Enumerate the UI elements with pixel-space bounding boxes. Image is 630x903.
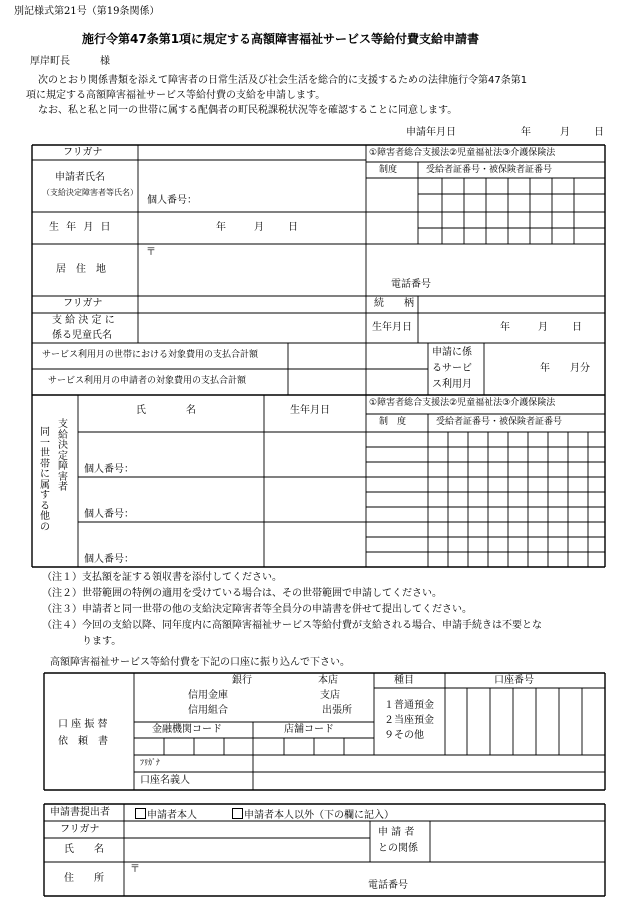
account-holder-kana: ﾌﾘｶﾞﾅ — [140, 758, 160, 767]
account-type-header: 種目 — [394, 675, 414, 686]
household-name-header: 氏 名 — [136, 405, 196, 416]
checkbox-self[interactable] — [135, 808, 146, 819]
relation-label: 続 柄 — [374, 298, 414, 309]
child-birth-year: 年 — [500, 322, 510, 333]
submitter-furigana-label: フリガナ — [60, 824, 100, 835]
applicant-name-label: 申請者氏名 — [55, 172, 105, 183]
note-4-cont: ります。 — [42, 636, 122, 647]
household-seido-label: 制 度 — [379, 417, 407, 427]
submitter-relation-label-2: との関係 — [378, 843, 418, 854]
service-year-month: 年 月分 — [540, 363, 590, 374]
applicant-name-note: （支給決定障害者等氏名） — [42, 188, 138, 197]
household-insurance-types: ①障害者総合支援法②児童福祉法③介護保険法 — [369, 398, 556, 408]
insurance-types: ①障害者総合支援法②児童福祉法③介護保険法 — [369, 148, 556, 158]
transfer-request-label-1: 口 座 振 替 — [58, 719, 108, 730]
child-furigana-label: フリガナ — [63, 298, 103, 309]
transfer-request-label-2: 依 頼 書 — [58, 736, 108, 747]
address-label: 居 住 地 — [56, 264, 106, 275]
intro-text-2: 項に規定する高額障害福祉サービス等給付費の支給を申請します。 — [26, 90, 326, 101]
household-side-label-a: 同 一 世 帯 に 属 す る 他 の — [40, 427, 50, 533]
apply-date-label: 申請年月日 — [406, 127, 456, 138]
child-birth-day: 日 — [572, 322, 582, 333]
submitter-name-label: 氏 名 — [64, 844, 104, 855]
household-personal-no-1: 個人番号： — [84, 464, 134, 475]
household-recipient-label: 受給者証番号・被保険者証番号 — [436, 417, 563, 427]
apply-day: 日 — [594, 127, 604, 138]
branch-main: 本店 — [318, 675, 338, 686]
applicant-furigana-label: フリガナ — [63, 147, 103, 158]
checkbox-other[interactable] — [232, 808, 243, 819]
submitter-option-self[interactable]: 申請者本人 — [135, 808, 197, 821]
household-total-label: サービス利用月の世帯における対象費用の支払合計額 — [42, 350, 259, 360]
birth-year: 年 — [216, 222, 226, 233]
submitter-relation-label-1: 申 請 者 — [378, 827, 415, 838]
branch-code-label: 店舗コード — [284, 724, 334, 735]
household-personal-no-2: 個人番号： — [84, 509, 134, 520]
account-type-other: ９その他 — [384, 730, 424, 741]
birth-date-label: 生 年 月 日 — [49, 222, 113, 233]
household-birth-header: 生年月日 — [290, 405, 330, 416]
personal-number-label: 個人番号： — [147, 195, 197, 206]
service-month-label-3: ス利用月 — [432, 379, 472, 390]
submitter-option-other[interactable]: 申請者本人以外（下の欄に記入） — [232, 808, 394, 821]
applicant-total-label: サービス利用月の申請者の対象費用の支払合計額 — [48, 376, 247, 386]
household-personal-no-3: 個人番号： — [84, 554, 134, 565]
child-name-label-1: 支 給 決 定 に — [52, 315, 115, 326]
account-holder-label: 口座名義人 — [140, 775, 190, 786]
form-number: 別記様式第21号（第19条関係） — [14, 6, 160, 17]
bank-type-bank: 銀行 — [232, 675, 252, 686]
form-title: 施行令第47条第1項に規定する高額障害福祉サービス等給付費支給申請書 — [82, 32, 480, 46]
account-number-header: 口座番号 — [494, 675, 534, 686]
account-type-current: ２当座預金 — [384, 715, 434, 726]
submitter-postal-mark: 〒 — [130, 864, 140, 875]
note-2: （注２）世帯範囲の特例の適用を受けている場合は、その世帯範囲で申請してください。 — [42, 588, 442, 599]
bank-type-kumiai: 信用組合 — [188, 705, 228, 716]
branch-office: 出張所 — [322, 705, 352, 716]
bank-code-label: 金融機関コード — [152, 724, 222, 735]
bank-type-shinkin: 信用金庫 — [188, 690, 228, 701]
intro-text-1: 次のとおり関係書類を添えて障害者の日常生活及び社会生活を総合的に支援するための法律施行令第47条第1 — [38, 75, 528, 86]
child-birth-month: 月 — [538, 322, 548, 333]
addressee: 厚岸町長 様 — [30, 56, 110, 67]
note-3: （注３）申請者と同一世帯の他の支給決定障害者等全員分の申請書を併せて提出してください。 — [42, 604, 472, 615]
service-month-label-2: るサービ — [432, 363, 472, 374]
note-4: （注４）今回の支給以降、同年度内に高額障害福祉サービス等給付費が支給される場合、申請手続きは不要とな — [42, 620, 542, 631]
note-1: （注１）支払額を証する領収書を添付してください。 — [42, 572, 282, 583]
submitter-phone-label: 電話番号 — [368, 880, 408, 891]
child-birth-label: 生年月日 — [372, 322, 412, 333]
child-name-label-2: 係る児童氏名 — [52, 330, 112, 341]
branch-branch: 支店 — [320, 690, 340, 701]
recipient-number-label: 受給者証番号・被保険者証番号 — [426, 165, 553, 175]
bank-heading: 高額障害福祉サービス等給付費を下記の口座に振り込んで下さい。 — [50, 657, 350, 668]
birth-day: 日 — [288, 222, 298, 233]
apply-month: 月 — [560, 127, 570, 138]
postal-mark: 〒 — [146, 247, 156, 258]
apply-year: 年 — [521, 127, 531, 138]
submitter-address-label: 住 所 — [64, 873, 104, 884]
account-type-ordinary: １普通預金 — [384, 700, 434, 711]
service-month-label-1: 申請に係 — [432, 347, 472, 358]
submitter-label: 申請書提出者 — [50, 807, 110, 818]
seido-label: 制度 — [379, 165, 398, 175]
household-side-label-b: 支 給 決 定 障 害 者 — [58, 419, 68, 493]
birth-month: 月 — [254, 222, 264, 233]
phone-label: 電話番号 — [391, 279, 431, 290]
intro-text-3: なお、私と私と同一の世帯に属する配偶者の町民税課税状況等を確認することに同意します。 — [38, 105, 458, 116]
